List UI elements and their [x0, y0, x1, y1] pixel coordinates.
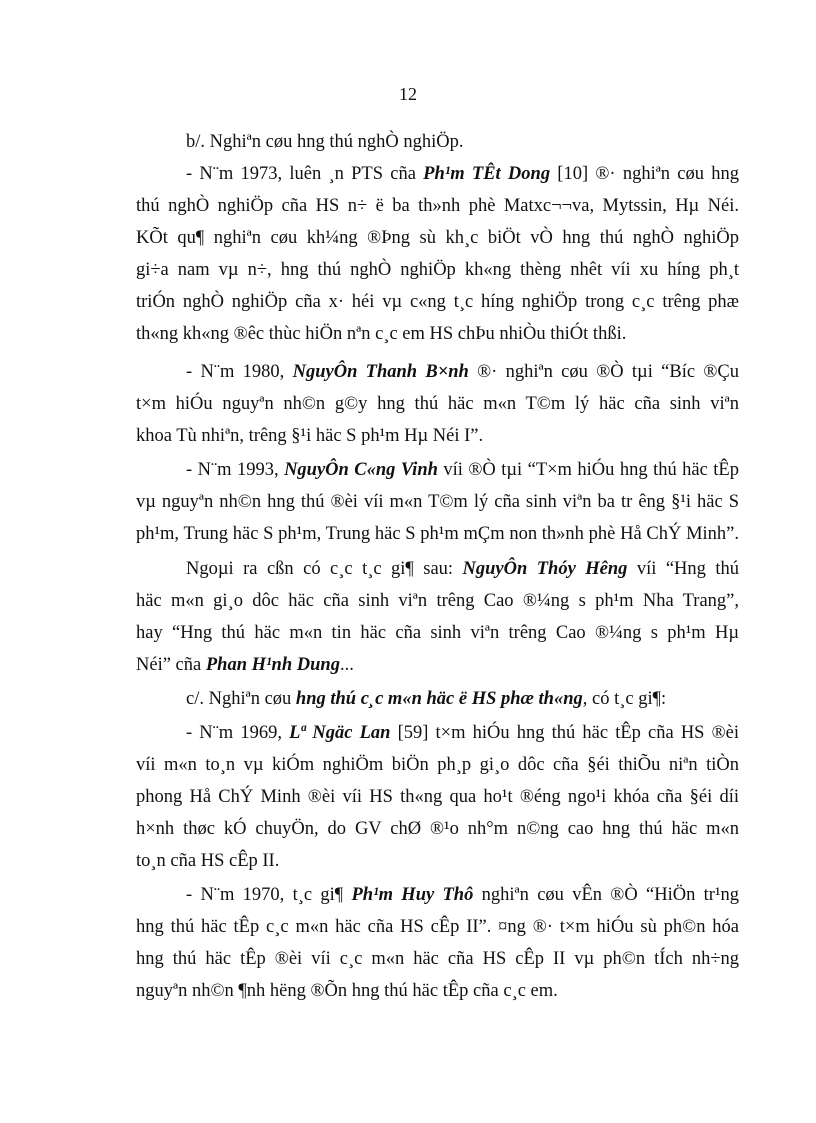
author-name: Ph¹m Huy Thô — [351, 885, 474, 905]
text-line — [186, 130, 739, 154]
text-line — [136, 785, 739, 809]
text-run: hay “Hng thú häc m«n tin häc cña sinh viªn trêng Cao ®¼ng s ph¹m Hµ — [136, 623, 739, 643]
author-name: Phan H¹nh Dung — [205, 655, 340, 675]
text-run: b/. Nghiªn cøu hng thú nghÒ nghiÖp. — [186, 132, 464, 152]
text-line — [186, 687, 739, 711]
text-line — [136, 522, 739, 546]
text-run: [10] ®· nghiªn cøu hng — [550, 164, 739, 184]
text-run: t×m hiÓu nguyªn nh©n g©y hng thú häc m«n T©m lý häc cña sinh viªn — [136, 394, 739, 414]
text-line — [136, 392, 739, 416]
text-line — [186, 883, 739, 907]
text-line — [136, 915, 739, 939]
text-line — [136, 653, 739, 677]
text-line — [186, 721, 739, 745]
text-run: hng thú häc tÊp c¸c m«n häc cña HS cÊp II”. ¤ng ®· t×m hiÓu sù ph©n hóa — [136, 917, 739, 937]
text-run: khoa Tù nhiªn, trêng §¹i häc S ph¹m Hµ Néi I”. — [136, 426, 484, 446]
text-run: häc m«n gi¸o dôc häc cña sinh viªn trêng Cao ®¼ng s ph¹m Nha Trang”, — [136, 591, 739, 611]
text-run: - N¨m 1973, luên ¸n PTS cña — [186, 164, 424, 184]
text-run: KÕt qu¶ nghiªn cøu kh¼ng ®Þng sù kh¸c biÖt vÒ hng thú nghÒ nghiÖp — [136, 228, 739, 248]
text-run: Néi” cña — [136, 655, 206, 675]
text-run: vµ nguyªn nh©n hng thú ®èi víi m«n T©m lý cña sinh viªn ba tr êng §¹i häc S — [136, 492, 739, 512]
text-line — [136, 194, 739, 218]
text-line — [136, 817, 739, 841]
text-line — [136, 490, 739, 514]
text-run: hng thú häc tÊp ®èi víi c¸c m«n häc cña HS cÊp II vµ ph©n tÍch nh÷ng — [136, 949, 739, 969]
text-line — [136, 979, 739, 1003]
text-line — [136, 424, 739, 448]
text-run: ph¹m, Trung häc S ph¹m, Trung häc S ph¹m mÇm non th»nh phè Hå ChÝ Minh”. — [136, 524, 739, 544]
text-run: nguyªn nh©n ¶nh hëng ®Õn hng thú häc tÊp cña c¸c em. — [136, 981, 558, 1001]
text-run: ... — [339, 655, 354, 675]
text-line — [136, 258, 739, 282]
text-run: víi “Hng thú — [627, 559, 739, 579]
author-name: NguyÔn C«ng Vinh — [284, 460, 438, 480]
author-name: Lª Ngäc Lan — [289, 723, 391, 743]
author-name: Ph¹m TÊt Dong — [423, 164, 551, 184]
text-run: h×nh thøc kÓ chuyÖn, do GV chØ ®¹o nh°m n©ng cao hng thú häc m«n — [136, 819, 739, 839]
text-run: - N¨m 1969, — [186, 723, 290, 743]
text-line — [136, 322, 739, 346]
text-run: phong Hå ChÝ Minh ®èi víi HS th«ng qua ho¹t ®éng ngo¹i khóa cña §éi díi — [136, 787, 739, 807]
text-line — [186, 458, 739, 482]
text-run: triÓn nghÒ nghiÖp cña x· héi vµ c«ng t¸c híng nghiÖp trong c¸c trêng phæ — [136, 292, 739, 312]
text-run: víi m«n to¸n vµ kiÓm nghiÖm biÖn ph¸p gi¸o dôc cña §éi thiÕu niªn tiÒn — [136, 755, 739, 775]
text-run: - N¨m 1993, — [186, 460, 285, 480]
text-run: c/. Nghiªn cøu — [186, 689, 296, 709]
text-run: ®· nghiªn cøu ®Ò tµi “Bíc ®Çu — [468, 362, 739, 382]
page-number: 12 — [399, 84, 417, 104]
text-run: to¸n cña HS cÊp II. — [136, 851, 280, 871]
text-run: nghiªn cøu vÊn ®Ò “HiÖn tr¹ng — [473, 885, 739, 905]
text-line — [136, 849, 739, 873]
text-run: th«ng kh«ng ®êc thùc hiÖn nªn c¸c em HS chÞu nhiÒu thiÓt thßi. — [136, 324, 627, 344]
text-run: - N¨m 1970, t¸c gi¶ — [186, 885, 352, 905]
text-line — [186, 162, 739, 186]
text-line — [136, 290, 739, 314]
author-name: hng thú c¸c m«n häc ë HS phæ th«ng — [295, 689, 583, 709]
text-line — [186, 557, 739, 581]
text-line — [136, 621, 739, 645]
text-run: , có t¸c gi¶: — [582, 689, 667, 709]
text-run: víi ®Ò tµi “T×m hiÓu hng thú häc tÊp — [437, 460, 739, 480]
author-name: NguyÔn Thanh B×nh — [292, 362, 469, 382]
text-run: Ngoµi ra cßn có c¸c t¸c gi¶ sau: — [186, 559, 463, 579]
text-line — [136, 226, 739, 250]
text-line — [136, 753, 739, 777]
text-run: thú nghÒ nghiÖp cña HS n÷ ë ba th»nh phè Matxc¬¬va, Mytssin, Hµ Néi. — [136, 196, 739, 216]
text-line — [136, 947, 739, 971]
text-run: gi÷a nam vµ n÷, hng thú nghÒ nghiÖp kh«ng thèng nhêt víi xu híng ph¸t — [136, 260, 739, 280]
text-run: - N¨m 1980, — [186, 362, 293, 382]
text-line — [136, 589, 739, 613]
text-line — [186, 360, 739, 384]
text-run: [59] t×m hiÓu hng thú häc tÊp cña HS ®èi — [390, 723, 739, 743]
author-name: NguyÔn Thóy Hêng — [462, 559, 628, 579]
